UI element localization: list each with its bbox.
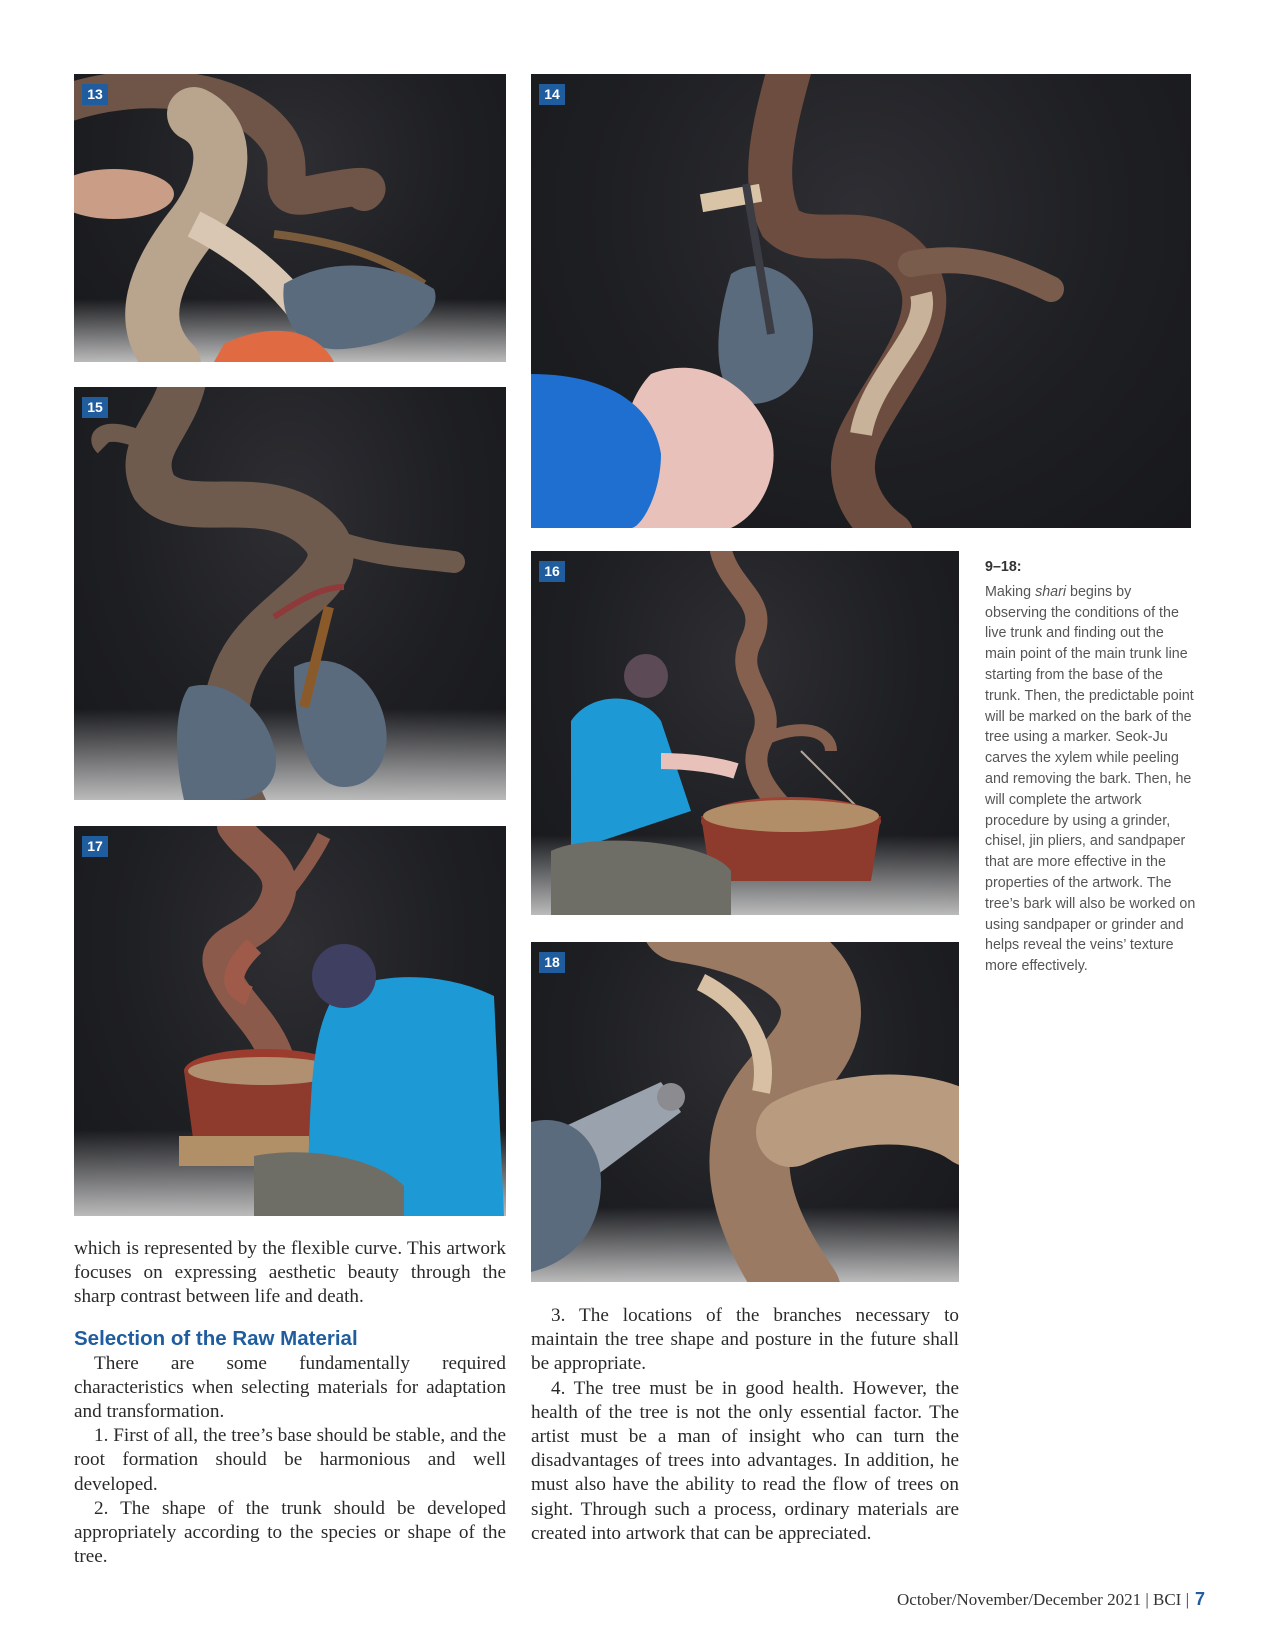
- article-column-right: [531, 1304, 959, 1546]
- photo-18: [531, 942, 959, 1282]
- figure-number-14: 14: [539, 84, 565, 105]
- figure-number-13: 13: [82, 84, 108, 105]
- article-paragraph: 3. The locations of the branches necessary to maintain the tree shape and posture in the future shall be appropriate.: [531, 1305, 959, 1375]
- photo-18-art: [531, 942, 959, 1282]
- photo-14: [531, 74, 1191, 528]
- section-heading: Selection of the Raw Material: [74, 1326, 358, 1350]
- article-column-left: [74, 1237, 506, 1569]
- article-paragraph: 4. The tree must be in good health. However, the health of the tree is not the only essential factor. The artist must be a man of insight who can turn the disadvantages of trees into advantages. In addition, he must also have the ability to read the flow of trees on sight. Through such a process, ordinary materials are created into artwork that can be appreciated.: [531, 1377, 959, 1544]
- figure-number-17: 17: [82, 836, 108, 857]
- article-lead: which is represented by the flexible curve. This artwork focuses on expressing aesthetic beauty through the sharp contrast between life and death.: [74, 1238, 506, 1308]
- caption-title: 9–18:: [985, 559, 1022, 575]
- page-number: 7: [1194, 1589, 1205, 1609]
- figure-number-18: 18: [539, 952, 565, 973]
- page-footer: [897, 1589, 1205, 1610]
- article-paragraph: There are some fundamentally required characteristics when selecting materials for adaptation and transformation.: [74, 1352, 506, 1423]
- photo-16-art: [531, 551, 959, 915]
- caption-intro: Making: [985, 583, 1036, 600]
- photo-15-art: [74, 387, 506, 800]
- caption-body: begins by observing the conditions of the live trunk and finding out the main point of the main trunk line starting from the base of the trunk. Then, the predictable point will be marked on the bark of the tree using a marker. Seok-Ju carves the xylem while peeling and removing the bark. Then, he will complete the artwork procedure by using a grinder, chisel, jin pliers, and sandpaper that are more effective in the properties of the artwork. The tree’s bark will also be worked on using sandpaper or grinder and helps reveal the veins’ texture more effectively.: [985, 583, 1196, 975]
- figure-number-15: 15: [82, 397, 108, 418]
- issue-line: October/November/December 2021 | BCI |: [897, 1590, 1189, 1609]
- photo-17-art: [74, 826, 506, 1216]
- photo-16: [531, 551, 959, 915]
- photo-17: [74, 826, 506, 1216]
- figure-number-16: 16: [539, 561, 565, 582]
- article-paragraph: 2. The shape of the trunk should be developed appropriately according to the species or shape of the tree.: [74, 1497, 506, 1568]
- caption-term: shari: [1035, 583, 1067, 600]
- photo-14-art: [531, 74, 1191, 528]
- photo-13-art: [74, 74, 506, 362]
- photo-15: [74, 387, 506, 800]
- photo-13: [74, 74, 506, 362]
- article-paragraph: 1. First of all, the tree’s base should be stable, and the root formation should be harmonious and well developed.: [74, 1425, 506, 1495]
- caption-text: [985, 582, 1197, 977]
- figure-caption: [985, 557, 1197, 977]
